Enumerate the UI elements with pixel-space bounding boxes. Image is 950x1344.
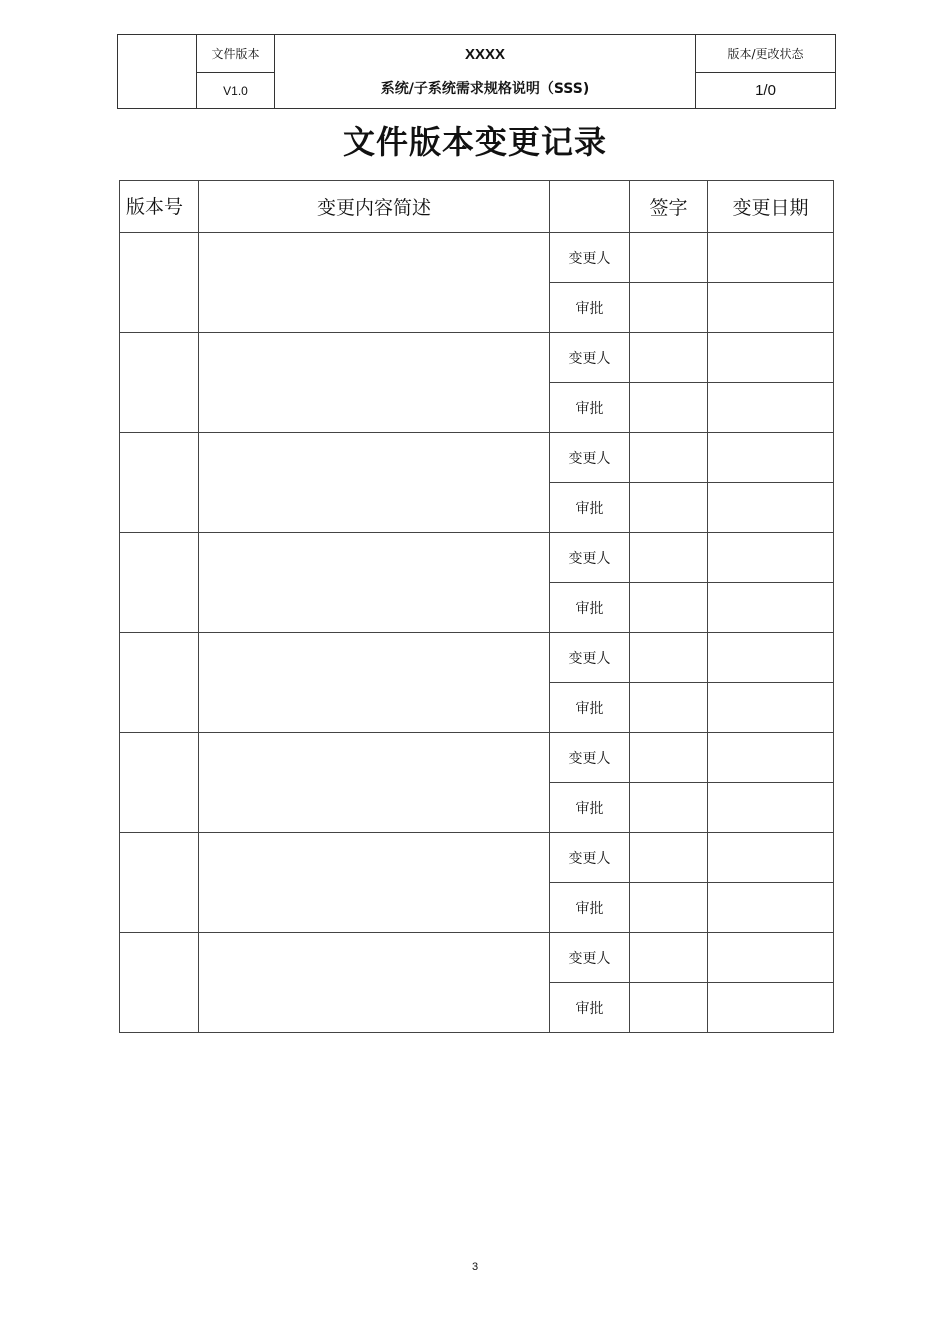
changer-label: 变更人 (550, 433, 630, 483)
summary-cell[interactable] (199, 233, 550, 333)
status-label: 版本/更改状态 (696, 35, 836, 73)
approver-signature-cell[interactable] (630, 683, 708, 733)
col-signature-header: 签字 (630, 181, 708, 233)
approver-label: 审批 (550, 283, 630, 333)
approver-date-cell[interactable] (708, 683, 834, 733)
doc-version-label: 文件版本 (197, 35, 275, 73)
approver-date-cell[interactable] (708, 483, 834, 533)
logo-cell (118, 35, 197, 109)
approver-signature-cell[interactable] (630, 383, 708, 433)
table-row (120, 733, 834, 783)
changer-signature-cell[interactable] (630, 533, 708, 583)
page-title: 文件版本变更记录 (342, 123, 607, 161)
col-summary-header: 变更内容简述 (199, 181, 550, 233)
col-date-header: 变更日期 (708, 181, 834, 233)
version-cell[interactable] (120, 533, 199, 633)
status-value: 1/0 (696, 73, 836, 109)
approver-label: 审批 (550, 683, 630, 733)
approver-date-cell[interactable] (708, 983, 834, 1033)
version-cell[interactable] (120, 433, 199, 533)
table-row (120, 833, 834, 883)
changer-signature-cell[interactable] (630, 933, 708, 983)
changer-signature-cell[interactable] (630, 233, 708, 283)
approver-signature-cell[interactable] (630, 483, 708, 533)
changer-date-cell[interactable] (708, 533, 834, 583)
document-header (117, 34, 836, 109)
approver-label: 审批 (550, 383, 630, 433)
header-title-line2: 系统/子系统需求规格说明（SSS) (380, 80, 590, 97)
table-row (120, 633, 834, 683)
approver-date-cell[interactable] (708, 283, 834, 333)
changer-label: 变更人 (550, 933, 630, 983)
doc-version-value: V1.0 (197, 73, 275, 109)
approver-signature-cell[interactable] (630, 983, 708, 1033)
header-title-line1: XXXX (464, 45, 506, 63)
table-header-row (120, 181, 834, 233)
approver-date-cell[interactable] (708, 783, 834, 833)
approver-label: 审批 (550, 483, 630, 533)
changer-date-cell[interactable] (708, 233, 834, 283)
changer-date-cell[interactable] (708, 833, 834, 883)
table-row (120, 433, 834, 483)
changer-date-cell[interactable] (708, 633, 834, 683)
changer-signature-cell[interactable] (630, 833, 708, 883)
table-row (120, 233, 834, 283)
table-row (120, 933, 834, 983)
approver-label: 审批 (550, 583, 630, 633)
summary-cell[interactable] (199, 333, 550, 433)
approver-date-cell[interactable] (708, 583, 834, 633)
approver-date-cell[interactable] (708, 383, 834, 433)
changer-label: 变更人 (550, 833, 630, 883)
summary-cell[interactable] (199, 433, 550, 533)
changer-label: 变更人 (550, 633, 630, 683)
changer-date-cell[interactable] (708, 333, 834, 383)
approver-label: 审批 (550, 783, 630, 833)
approver-signature-cell[interactable] (630, 883, 708, 933)
changer-signature-cell[interactable] (630, 333, 708, 383)
table-row (120, 533, 834, 583)
changer-label: 变更人 (550, 533, 630, 583)
version-cell[interactable] (120, 733, 199, 833)
approver-date-cell[interactable] (708, 883, 834, 933)
changer-date-cell[interactable] (708, 933, 834, 983)
table-row (120, 333, 834, 383)
summary-cell[interactable] (199, 933, 550, 1033)
change-record-table (119, 180, 834, 1033)
approver-signature-cell[interactable] (630, 283, 708, 333)
changer-signature-cell[interactable] (630, 433, 708, 483)
approver-label: 审批 (550, 883, 630, 933)
approver-signature-cell[interactable] (630, 583, 708, 633)
version-cell[interactable] (120, 333, 199, 433)
changer-date-cell[interactable] (708, 733, 834, 783)
header-title (275, 35, 696, 109)
col-version-header: 版本号 (120, 181, 199, 233)
summary-cell[interactable] (199, 533, 550, 633)
summary-cell[interactable] (199, 833, 550, 933)
col-role-header (550, 181, 630, 233)
summary-cell[interactable] (199, 633, 550, 733)
version-cell[interactable] (120, 233, 199, 333)
changer-signature-cell[interactable] (630, 633, 708, 683)
changer-label: 变更人 (550, 333, 630, 383)
version-cell[interactable] (120, 833, 199, 933)
changer-label: 变更人 (550, 733, 630, 783)
changer-signature-cell[interactable] (630, 733, 708, 783)
approver-label: 审批 (550, 983, 630, 1033)
page-number: 3 (471, 1261, 479, 1273)
changer-date-cell[interactable] (708, 433, 834, 483)
version-cell[interactable] (120, 933, 199, 1033)
version-cell[interactable] (120, 633, 199, 733)
approver-signature-cell[interactable] (630, 783, 708, 833)
summary-cell[interactable] (199, 733, 550, 833)
changer-label: 变更人 (550, 233, 630, 283)
